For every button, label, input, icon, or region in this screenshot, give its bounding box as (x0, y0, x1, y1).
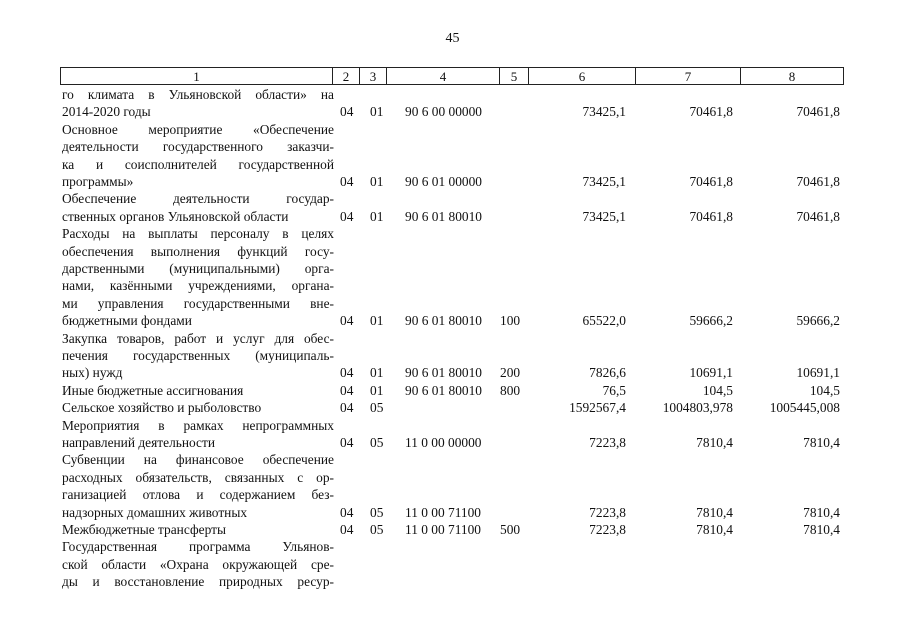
cell-c2: 04 (340, 208, 354, 224)
description-line: деятельности государственного заказчи- (62, 139, 334, 155)
row-description (62, 330, 334, 382)
header-cell-7: 7 (636, 68, 741, 84)
cell-c6: 7826,6 (589, 365, 626, 381)
cell-c5: 100 (500, 313, 521, 329)
table-row (0, 382, 905, 399)
description-line: надзорных домашних животных (62, 504, 248, 520)
description-line: го климата в Ульяновской области» на (62, 87, 334, 102)
cell-c8: 104,5 (809, 382, 840, 398)
cell-c6: 76,5 (602, 382, 626, 398)
cell-c2: 04 (340, 400, 354, 416)
cell-c6: 7223,8 (589, 504, 626, 520)
cell-c7: 70461,8 (689, 104, 733, 120)
cell-c5: 200 (500, 365, 521, 381)
cell-c8: 10691,1 (796, 365, 840, 381)
description-line: Обеспечение деятельности государ- (62, 191, 334, 207)
description-line: печения государственных (муниципаль- (62, 347, 334, 363)
cell-c2: 04 (340, 104, 354, 120)
cell-c2: 04 (340, 504, 354, 520)
description-line: ных) нужд (62, 365, 123, 381)
description-line: ми управления государственными вне- (62, 295, 334, 311)
cell-c3: 05 (370, 521, 384, 537)
cell-c2: 04 (340, 313, 354, 329)
description-line: нами, казёнными учреждениями, органа- (62, 278, 334, 294)
table-row (0, 330, 905, 382)
row-description (62, 382, 334, 399)
description-line: дарственными (муниципальными) орга- (62, 260, 334, 276)
description-line: расходных обязательств, связанных с ор- (62, 469, 334, 485)
cell-c8: 70461,8 (796, 208, 840, 224)
cell-c7: 70461,8 (689, 208, 733, 224)
description-line: бюджетными фондами (62, 313, 192, 329)
description-line: Сельское хозяйство и рыболовство (62, 400, 262, 416)
cell-c8: 59666,2 (796, 313, 840, 329)
description-line: Расходы на выплаты персоналу в целях (62, 226, 334, 242)
cell-c6: 7223,8 (589, 521, 626, 537)
cell-c7: 104,5 (702, 382, 733, 398)
cell-c8: 70461,8 (796, 173, 840, 189)
header-cell-6: 6 (529, 68, 636, 84)
row-description (62, 86, 334, 121)
table-row (0, 521, 905, 538)
row-description (62, 521, 334, 538)
cell-c7: 7810,4 (696, 521, 733, 537)
description-line: Субвенции на финансовое обеспечение (62, 452, 334, 468)
cell-c3: 01 (370, 173, 384, 189)
header-cell-2: 2 (333, 68, 360, 84)
cell-c4: 90 6 00 00000 (405, 104, 482, 120)
table-row (0, 86, 905, 121)
page-number: 45 (445, 31, 460, 46)
header-cell-5: 5 (500, 68, 529, 84)
description-line: ганизацией отлова и содержанием без- (62, 487, 334, 503)
row-description (62, 538, 334, 590)
cell-c8: 7810,4 (803, 434, 840, 450)
cell-c7: 7810,4 (696, 504, 733, 520)
description-line: ка и соисполнителей государственной (62, 156, 334, 172)
cell-c7: 59666,2 (689, 313, 733, 329)
cell-c3: 01 (370, 208, 384, 224)
cell-c7: 1004803,978 (662, 400, 733, 416)
cell-c4: 11 0 00 71100 (405, 504, 482, 520)
header-cell-1: 1 (61, 68, 333, 84)
description-line: ды и восстановление природных ресур- (62, 574, 334, 590)
description-line: программы» (62, 173, 134, 189)
table-row (0, 225, 905, 329)
cell-c2: 04 (340, 434, 354, 450)
cell-c4: 11 0 00 71100 (405, 521, 482, 537)
cell-c3: 05 (370, 400, 384, 416)
row-description (62, 399, 334, 416)
cell-c3: 01 (370, 382, 384, 398)
table-row (0, 399, 905, 416)
cell-c2: 04 (340, 365, 354, 381)
cell-c3: 01 (370, 313, 384, 329)
description-line: Государственная программа Ульянов- (62, 539, 334, 555)
cell-c8: 70461,8 (796, 104, 840, 120)
table-body (0, 86, 905, 591)
cell-c6: 73425,1 (582, 208, 626, 224)
description-line: обеспечения выполнения функций госу- (62, 243, 334, 259)
row-description (62, 451, 334, 521)
cell-c6: 65522,0 (582, 313, 626, 329)
description-line: 2014-2020 годы (62, 104, 151, 120)
header-cell-3: 3 (360, 68, 387, 84)
cell-c3: 01 (370, 365, 384, 381)
table-row (0, 538, 905, 590)
description-line: ской области «Охрана окружающей сре- (62, 556, 334, 572)
table-row (0, 121, 905, 191)
cell-c5: 500 (500, 521, 521, 537)
cell-c4: 90 6 01 80010 (405, 365, 482, 381)
cell-c4: 90 6 01 80010 (405, 208, 482, 224)
table-row (0, 451, 905, 521)
description-line: направлений деятельности (62, 434, 216, 450)
cell-c4: 90 6 01 80010 (405, 313, 482, 329)
cell-c7: 70461,8 (689, 173, 733, 189)
row-description (62, 225, 334, 329)
cell-c7: 7810,4 (696, 434, 733, 450)
cell-c8: 1005445,008 (769, 400, 840, 416)
description-line: Иные бюджетные ассигнования (62, 382, 244, 398)
row-description (62, 417, 334, 452)
cell-c3: 05 (370, 434, 384, 450)
cell-c2: 04 (340, 521, 354, 537)
cell-c6: 7223,8 (589, 434, 626, 450)
cell-c7: 10691,1 (689, 365, 733, 381)
table-row (0, 190, 905, 225)
description-line: Основное мероприятие «Обеспечение (62, 121, 334, 137)
table-header (60, 67, 844, 85)
cell-c3: 01 (370, 104, 384, 120)
cell-c4: 90 6 01 00000 (405, 173, 482, 189)
description-line: Межбюджетные трансферты (62, 521, 226, 537)
header-cell-4: 4 (387, 68, 500, 84)
cell-c3: 05 (370, 504, 384, 520)
description-line: Мероприятия в рамках непрограммных (62, 417, 334, 433)
table-row (0, 417, 905, 452)
cell-c5: 800 (500, 382, 521, 398)
header-cell-8: 8 (788, 69, 796, 84)
cell-c4: 90 6 01 80010 (405, 382, 482, 398)
cell-c2: 04 (340, 173, 354, 189)
description-line: ственных органов Ульяновской области (62, 208, 289, 224)
cell-c6: 1592567,4 (569, 400, 626, 416)
row-description (62, 121, 334, 191)
row-description (62, 190, 334, 225)
cell-c6: 73425,1 (582, 173, 626, 189)
description-line: Закупка товаров, работ и услуг для обес- (62, 330, 334, 346)
cell-c8: 7810,4 (803, 504, 840, 520)
cell-c4: 11 0 00 00000 (405, 434, 482, 450)
cell-c2: 04 (340, 382, 354, 398)
cell-c8: 7810,4 (803, 521, 840, 537)
cell-c6: 73425,1 (582, 104, 626, 120)
